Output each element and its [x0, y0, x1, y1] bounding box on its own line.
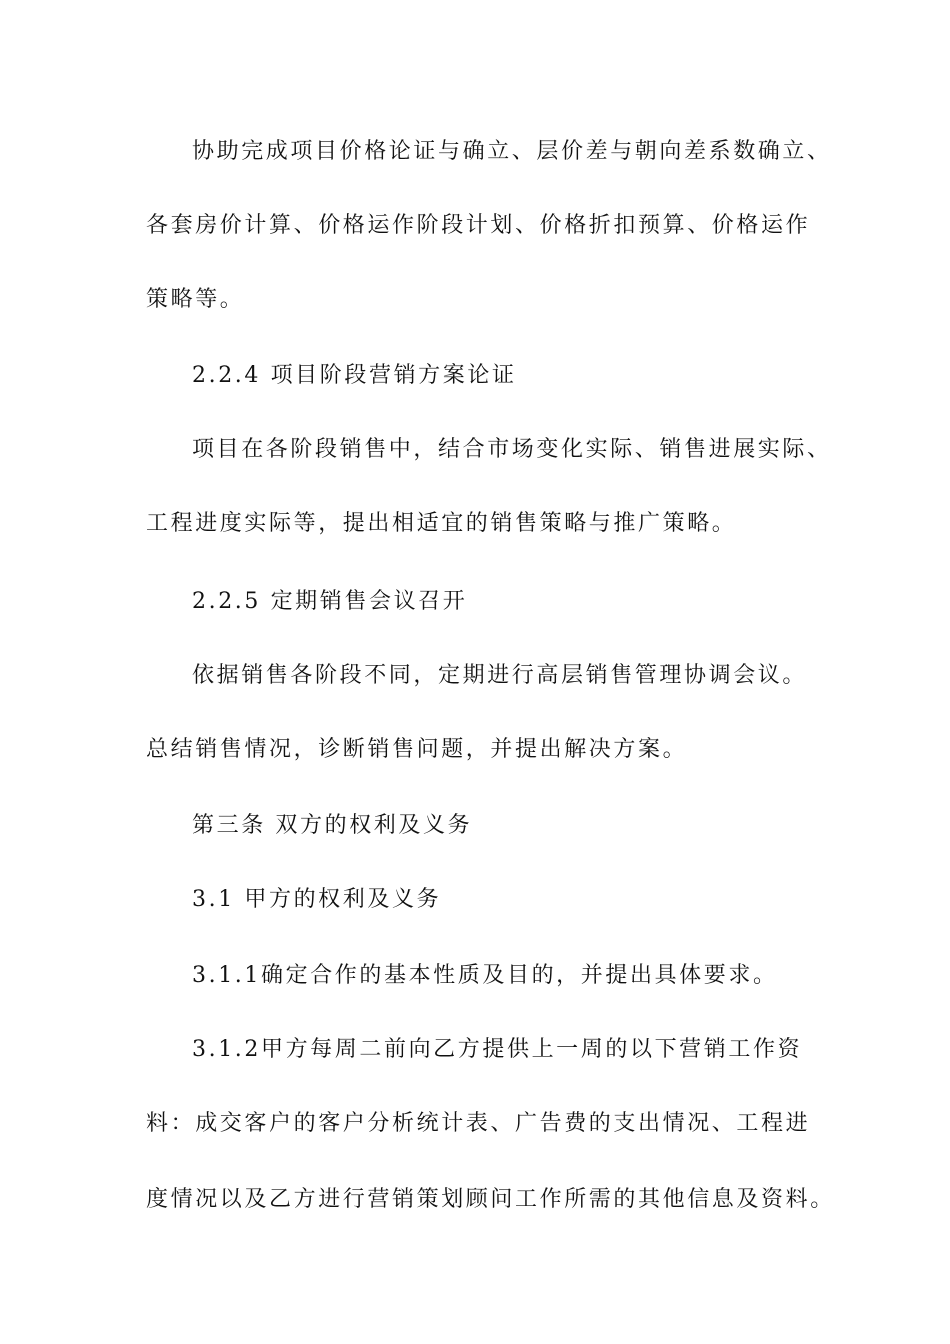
section-heading: 2.2.5 定期销售会议召开 [192, 589, 468, 614]
paragraph-line: 项目在各阶段销售中，结合市场变化实际、销售进展实际、 [192, 437, 832, 462]
paragraph-line: 料：成交客户的客户分析统计表、广告费的支出情况、工程进 [146, 1111, 811, 1136]
article-heading: 第三条 双方的权利及义务 [192, 813, 473, 838]
section-heading: 3.1 甲方的权利及义务 [192, 887, 442, 912]
paragraph-line: 3.1.2甲方每周二前向乙方提供上一周的以下营销工作资 [192, 1037, 803, 1062]
paragraph-line: 总结销售情况，诊断销售问题，并提出解决方案。 [146, 737, 688, 762]
paragraph-line: 各套房价计算、价格运作阶段计划、价格折扣预算、价格运作 [146, 213, 811, 238]
section-heading: 2.2.4 项目阶段营销方案论证 [192, 363, 517, 388]
paragraph-line: 度情况以及乙方进行营销策划顾问工作所需的其他信息及资料。 [146, 1187, 835, 1212]
paragraph-line: 3.1.1确定合作的基本性质及目的，并提出具体要求。 [192, 963, 778, 988]
paragraph-line: 协助完成项目价格论证与确立、层价差与朝向差系数确立、 [192, 139, 832, 164]
paragraph-line: 依据销售各阶段不同，定期进行高层销售管理协调会议。 [192, 663, 808, 688]
paragraph-line: 工程进度实际等，提出相适宜的销售策略与推广策略。 [146, 511, 737, 536]
paragraph-line: 策略等。 [146, 287, 245, 312]
